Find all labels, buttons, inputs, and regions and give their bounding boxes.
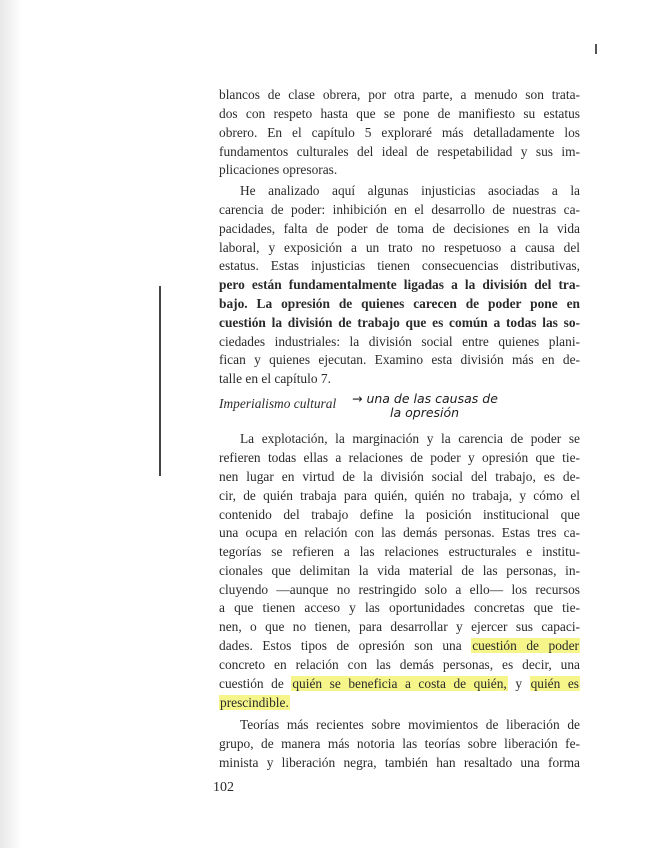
highlight: quién es [530,676,580,691]
highlight: prescindible. [220,695,289,710]
text-line: plicaciones opresoras. [219,162,338,177]
text-line-highlighted [219,675,580,694]
text-line: obrero. En el capítulo 5 exploraré más detalladamente los [219,125,580,140]
text-span: y [507,676,530,691]
text-line: tegorías se refieren a las relaciones estructurales e institu- [219,544,580,559]
page-corner-mark [595,44,597,54]
text-line-bold: cuestión la división de trabajo que es común a todas las so- [219,315,580,330]
text-line: cluyendo —aunque no restringido solo a ello— los recursos [219,582,580,597]
text-line: He analizado aquí algunas injusticias asociadas a la [240,183,580,198]
text-line: talle en el capítulo 7. [219,371,331,386]
margin-annotation-line [159,286,161,476]
text-line: fican y quienes ejecutan. Examino esta división más en de- [219,352,580,367]
handwritten-note [352,392,552,420]
text-line: contenido del trabajo define la posición institucional que [219,507,580,522]
highlight: cuestión de poder [472,638,579,653]
handwritten-note-line1: → una de las causas de [352,391,498,406]
text-line: carencia de poder: inhibición en el desarrollo de nuestras ca- [219,202,580,217]
text-line: La explotación, la marginación y la carencia de poder se [240,431,580,446]
text-line-bold: bajo. La opresión de quienes carecen de poder pone en [219,296,580,311]
text-line: una ocupa en relación con las demás personas. Estas tres ca- [219,525,580,540]
text-line: grupo, de manera más notoria las teorías sobre liberación fe- [219,736,580,751]
text-line: ciedades industriales: la división social entre quienes plani- [219,334,580,349]
text-line: refieren todas ellas a relaciones de poder y opresión que tie- [219,450,580,465]
text-span: dades. Estos tipos de opresión son una [219,638,472,653]
text-line: cionales que delimitan la vida material de las personas, in- [219,563,580,578]
highlight: quién se beneficia a costa de quién, [292,676,507,691]
text-line: laboral, y exposición a un trato no respetuoso a causa del [219,240,580,255]
section-heading: Imperialismo cultural [219,396,337,411]
scan-shadow [0,0,22,848]
handwritten-note-line2: la opresión [390,405,460,420]
text-line: cir, de quién trabaja para quién, quién no trabaja, y cómo el [219,488,580,503]
text-line: blancos de clase obrera, por otra parte, a menudo son trata- [219,87,580,102]
text-line: a que tienen acceso y las oportunidades concretas que tie- [219,600,580,615]
text-line-highlighted [219,637,580,656]
text-span: cuestión de [219,676,292,691]
text-line: nen, o que no tienen, para desarrollar y ejercer sus capaci- [219,619,580,634]
text-line: pacidades, falta de poder de toma de decisiones en la vida [219,221,580,236]
text-line: fundamentos culturales del ideal de respetabilidad y sus im- [219,144,580,159]
text-line: estatus. Estas injusticias tienen consecuencias distributivas, [219,258,580,273]
text-line: dos con respeto hasta que se pone de manifiesto su estatus [219,106,580,121]
text-line: concreto en relación con las demás personas, es decir, una [219,657,580,672]
page-number: 102 [213,780,234,795]
text-line: Teorías más recientes sobre movimientos de liberación de [240,717,580,732]
text-line: nen lugar en virtud de la división social del trabajo, es de- [219,469,580,484]
text-line-bold: pero están fundamentalmente ligadas a la división del tra- [219,277,580,292]
text-line-highlighted [219,694,580,713]
text-line: minista y liberación negra, también han resaltado una forma [219,755,580,770]
